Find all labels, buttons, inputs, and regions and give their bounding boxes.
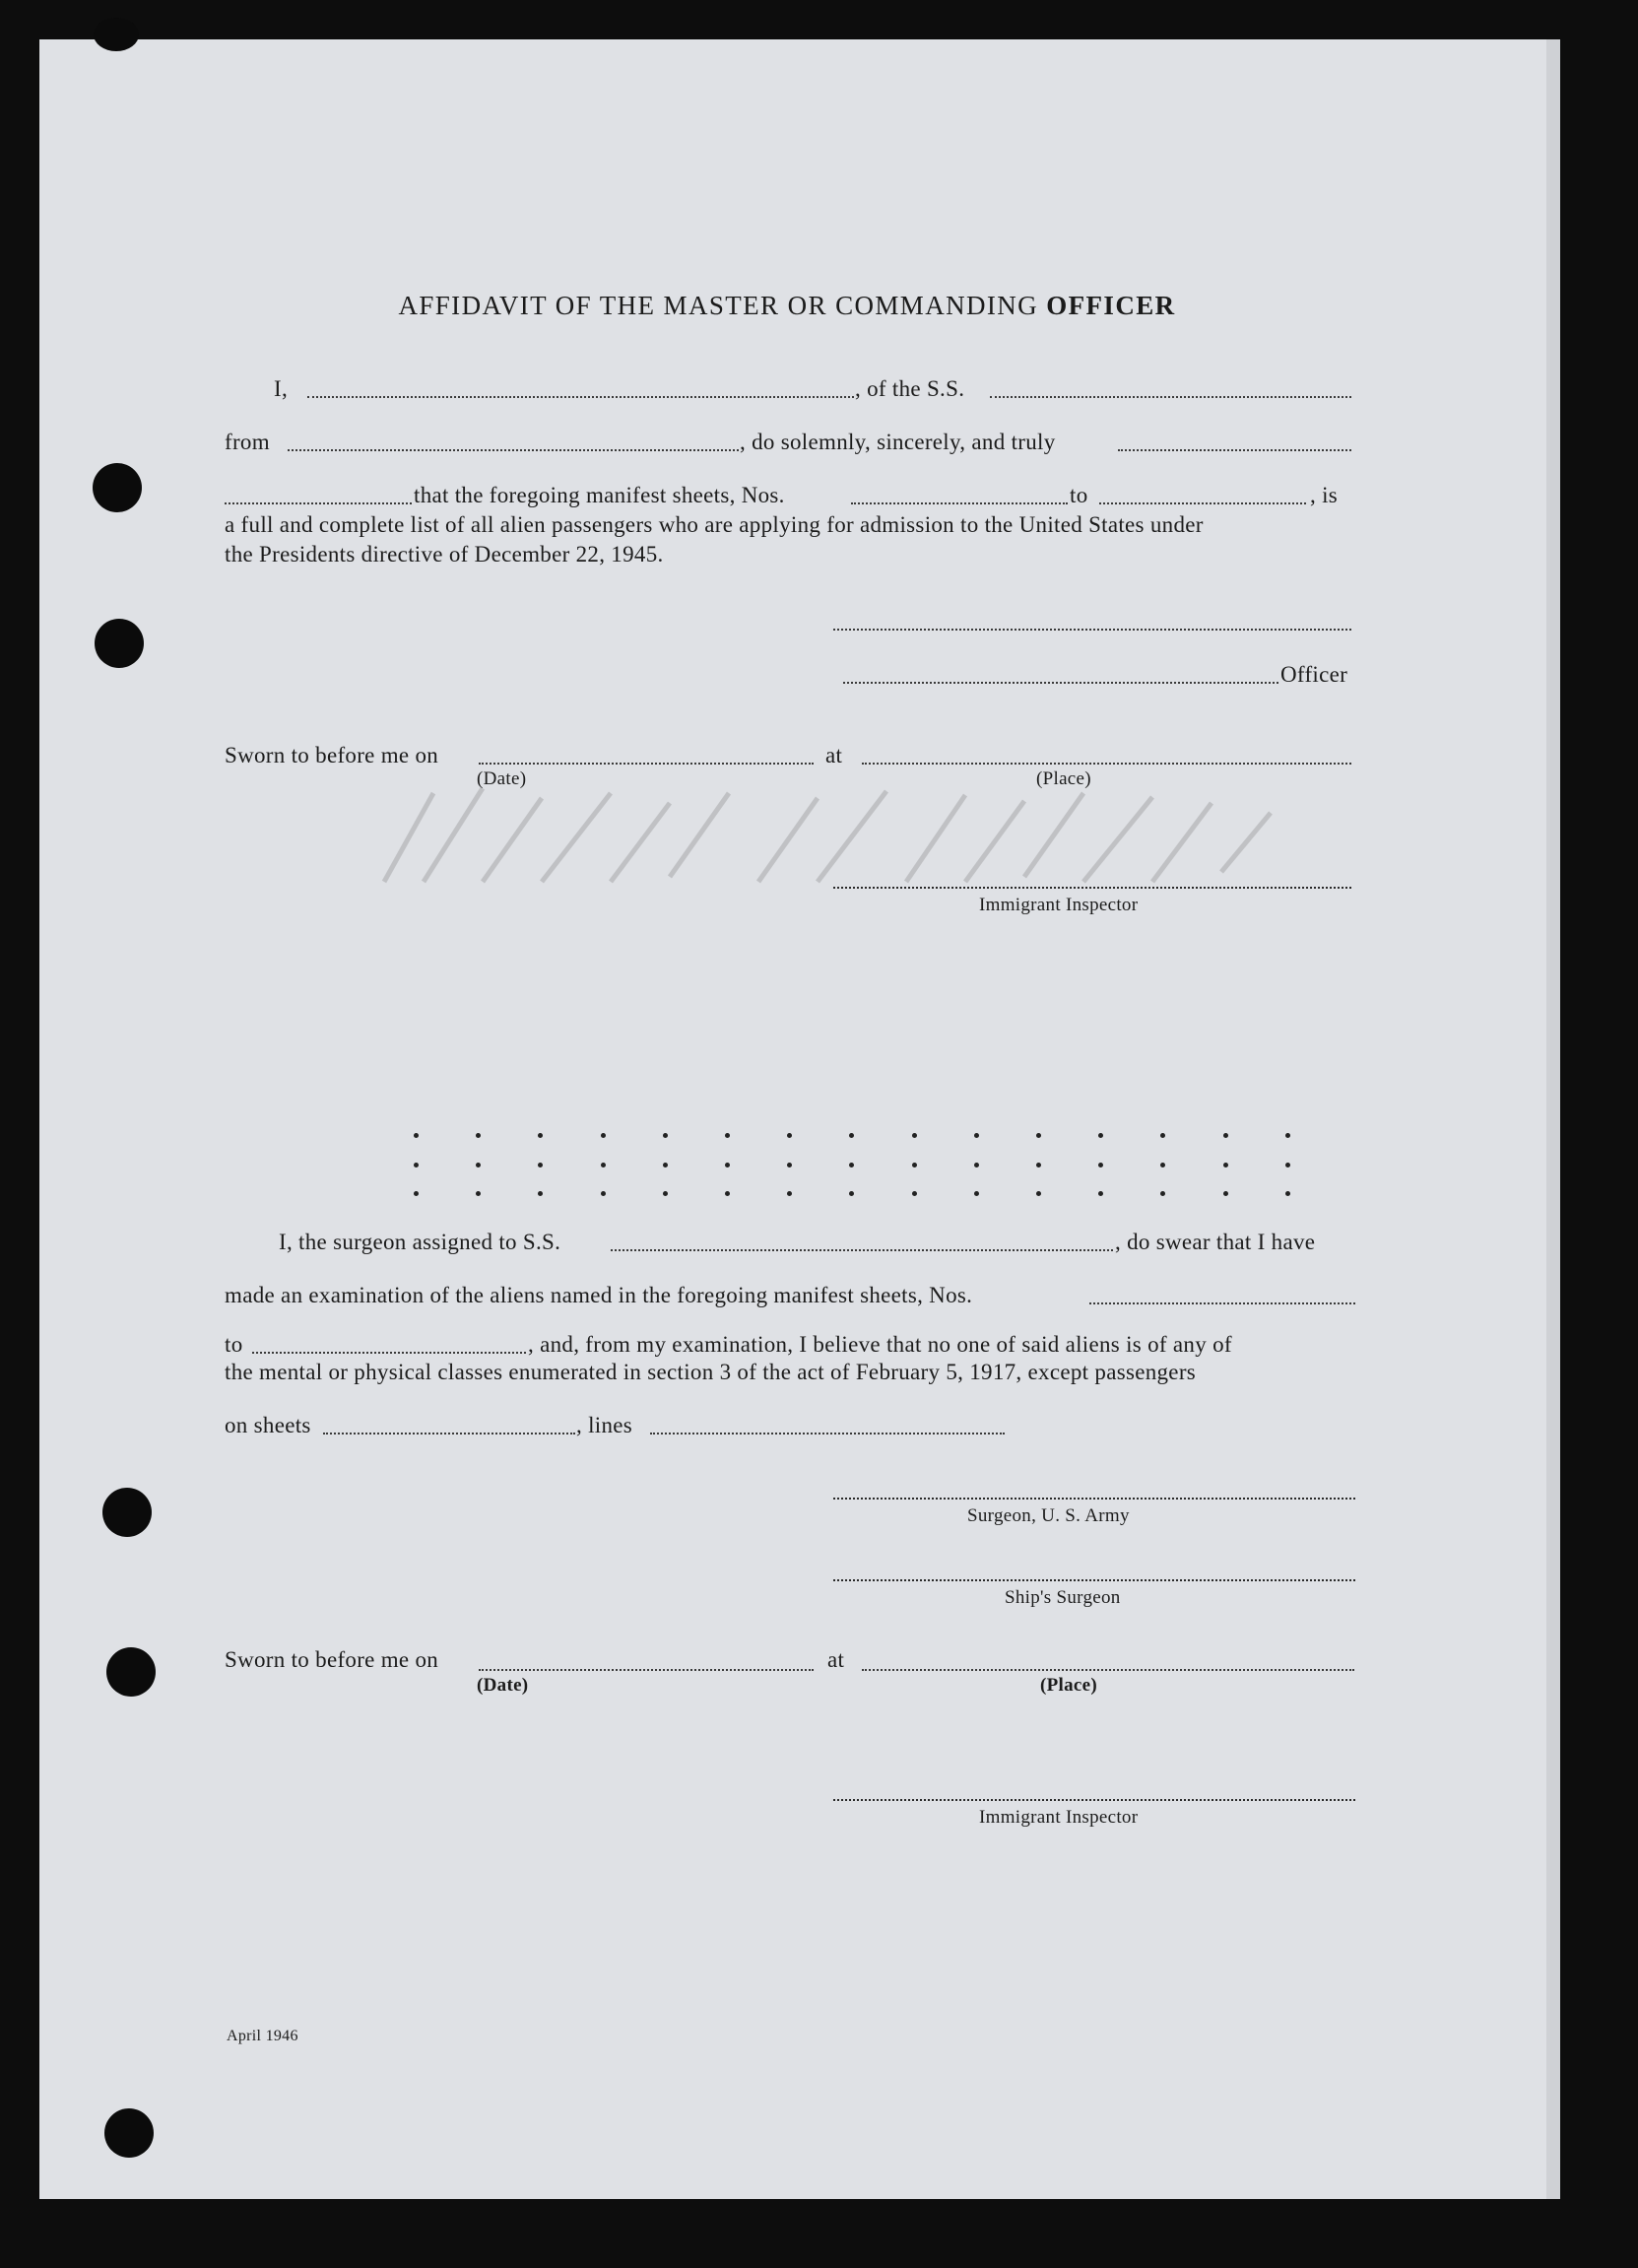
master-line3-to: to	[1070, 483, 1088, 507]
surgeon-date-label: (Date)	[477, 1675, 529, 1696]
surgeon-line3-suffix: , and, from my examination, I believe that no one of said aliens is of any of	[528, 1332, 1232, 1357]
surgeon-line2: made an examination of the aliens named in the foregoing manifest sheets, Nos.	[225, 1283, 973, 1307]
form-date: April 1946	[227, 2028, 298, 2044]
surgeon-inspector-signature-line[interactable]	[833, 1799, 1355, 1801]
army-surgeon-signature-line[interactable]	[833, 1498, 1355, 1500]
surgeon-line1-prefix: I, the surgeon assigned to S.S.	[279, 1230, 561, 1254]
army-surgeon-label: Surgeon, U. S. Army	[967, 1505, 1130, 1526]
binder-hole	[104, 2108, 154, 2158]
master-line3-suffix: , is	[1310, 483, 1339, 507]
document-sheet	[39, 39, 1546, 2199]
master-sworn-date-field[interactable]	[479, 763, 814, 765]
master-sheet-to-field[interactable]	[1099, 502, 1306, 504]
surgeon-inspector-label: Immigrant Inspector	[979, 1807, 1139, 1828]
binder-hole	[95, 619, 144, 668]
master-sheet-from-field[interactable]	[851, 502, 1068, 504]
bleed-through-marks	[374, 783, 1290, 892]
binder-hole	[106, 1647, 156, 1697]
officer-signature-line-2[interactable]	[843, 682, 1278, 684]
officer-label: Officer	[1280, 662, 1348, 687]
exception-sheets-field[interactable]	[323, 1433, 575, 1434]
master-line1-prefix: I,	[274, 376, 289, 401]
master-date-label: (Date)	[477, 768, 527, 789]
title-bold: OFFICER	[1046, 291, 1176, 320]
master-sworn-prefix: Sworn to before me on	[225, 743, 439, 767]
surgeon-line4: the mental or physical classes enumerated in section 3 of the act of February 5, 1917, except passengers	[225, 1360, 1197, 1384]
exception-lines-field[interactable]	[650, 1433, 1005, 1434]
master-sworn-at: at	[825, 743, 843, 767]
master-line2-prefix: from	[225, 430, 270, 454]
page-title	[0, 291, 1574, 321]
master-inspector-label: Immigrant Inspector	[979, 895, 1139, 915]
master-sworn-place-field[interactable]	[862, 763, 1351, 765]
oath-form-field[interactable]	[1118, 449, 1351, 451]
surgeon-line3-prefix: to	[225, 1332, 243, 1357]
ships-surgeon-label: Ship's Surgeon	[1005, 1587, 1121, 1608]
surgeon-ship-name-field[interactable]	[611, 1249, 1113, 1251]
master-line1-middle: , of the S.S.	[855, 376, 965, 401]
separator-dots-row-2	[414, 1163, 1290, 1170]
surgeon-sworn-at: at	[827, 1647, 845, 1672]
master-line5: the Presidents directive of December 22, 1945.	[225, 542, 664, 567]
master-place-label: (Place)	[1036, 768, 1091, 789]
surgeon-line5-middle: , lines	[576, 1413, 633, 1437]
sheet-edge	[1546, 39, 1560, 2199]
surgeon-sworn-prefix: Sworn to before me on	[225, 1647, 439, 1672]
separator-dots-row-3	[414, 1191, 1290, 1199]
binder-hole	[102, 1488, 152, 1537]
surgeon-line5-prefix: on sheets	[225, 1413, 311, 1437]
surgeon-sheet-to-field[interactable]	[252, 1352, 526, 1354]
master-name-field[interactable]	[307, 396, 854, 398]
surgeon-place-label: (Place)	[1040, 1675, 1098, 1696]
title-plain: AFFIDAVIT OF THE MASTER OR COMMANDING	[398, 291, 1039, 320]
surgeon-sworn-place-field[interactable]	[862, 1669, 1354, 1671]
ship-name-field[interactable]	[990, 396, 1351, 398]
master-line3-middle: that the foregoing manifest sheets, Nos.	[414, 483, 785, 507]
surgeon-line1-suffix: , do swear that I have	[1115, 1230, 1316, 1254]
binder-hole	[93, 463, 142, 512]
master-inspector-signature-line[interactable]	[833, 887, 1351, 889]
separator-dots-row-1	[414, 1133, 1290, 1141]
surgeon-sheet-from-field[interactable]	[1089, 1302, 1355, 1304]
master-line2-middle: , do solemnly, sincerely, and truly	[740, 430, 1056, 454]
oath-type-field[interactable]	[225, 502, 412, 504]
officer-signature-line-1[interactable]	[833, 629, 1351, 631]
ships-surgeon-signature-line[interactable]	[833, 1579, 1355, 1581]
binder-hole	[94, 18, 139, 51]
surgeon-sworn-date-field[interactable]	[479, 1669, 814, 1671]
master-line4: a full and complete list of all alien passengers who are applying for admission to the United States under	[225, 512, 1204, 537]
departure-port-field[interactable]	[288, 449, 739, 451]
